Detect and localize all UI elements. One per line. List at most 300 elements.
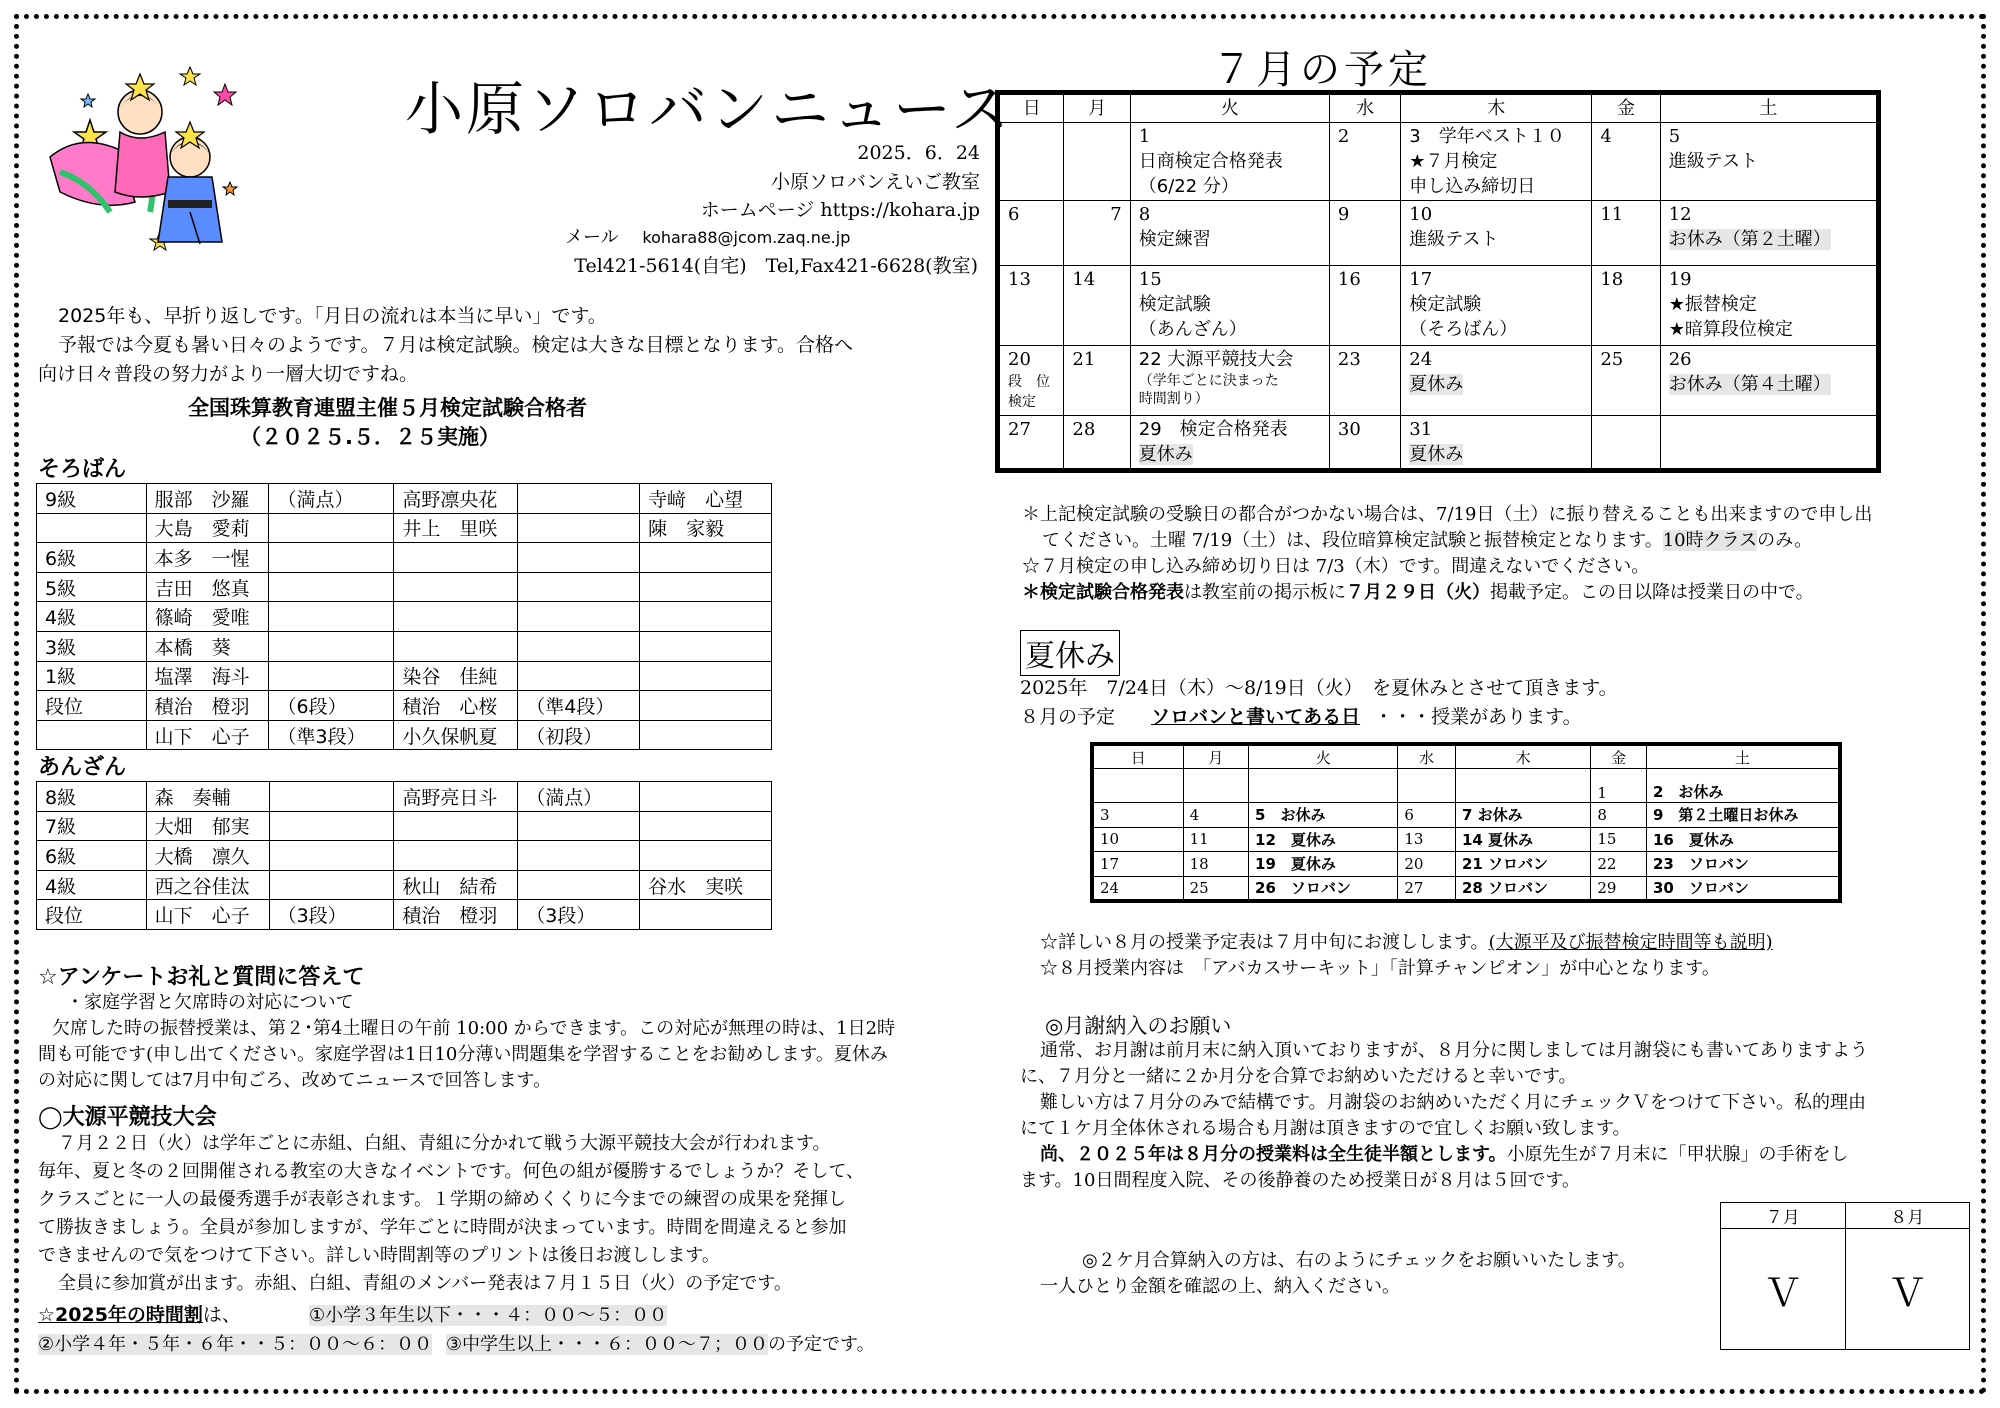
august-date-cell [1092,803,1183,828]
july-week-row [998,416,1879,471]
august-day-header: 月 [1183,744,1248,769]
july-cell-line: 21 [1072,349,1096,370]
results-date: （２０２５.５．２５実施） [240,425,500,449]
august-plan-line: ８月の予定 ソロバンと書いてある日 ・・・授業があります。 [1020,706,1582,728]
august-cell-text: 8 [1597,805,1607,824]
july-cell-line: 9 [1337,204,1350,225]
soroban-result-cell: 染谷 佳純 [394,661,518,691]
august-cell-text: 27 [1404,878,1424,897]
august-date-cell [1591,852,1647,877]
anzan-result-cell [394,811,518,841]
anzan-result-row [37,900,772,930]
august-cell-text: 14 夏休み [1461,830,1534,849]
august-date-cell [1646,803,1840,828]
check-month-july: ７月 [1721,1203,1846,1229]
august-week-row [1092,827,1840,852]
highlight: お休み（第２土曜） [1668,229,1831,250]
july-cell-line: 15 [1138,269,1162,290]
soroban-result-cell [394,572,518,602]
soroban-result-cell: 積治 橙羽 [146,691,269,721]
july-cell-line: ★暗算段位検定 [1668,319,1793,340]
july-day-header: 月 [1064,93,1130,123]
august-cell-text: 12 夏休み [1255,830,1336,849]
soroban-result-cell [269,513,394,543]
soroban-result-cell [37,720,147,750]
july-date-cell [1660,266,1878,346]
august-header-row [1092,744,1840,769]
anzan-result-cell [394,841,518,871]
august-date-cell [1249,769,1398,803]
july-cell-line: 11 [1600,204,1624,225]
july-cell-line: 27 [1008,419,1031,440]
july-cell-line: 4 [1600,126,1612,147]
anzan-result-cell [518,870,640,900]
soroban-result-cell [269,543,394,573]
check-instruction-2: 一人ひとり金額を確認の上、納入ください。 [1040,1276,1400,1297]
tel-line: Tel421-5614(自宅) Tel,Fax421-6628(教室) [574,255,978,277]
july-cell-line: 日商検定合格発表 [1138,151,1283,172]
july-date-cell [1401,346,1592,416]
august-cell-text: 19 夏休み [1255,855,1336,874]
anzan-result-row [37,841,772,871]
july-date-cell [1592,201,1660,266]
anzan-result-cell: （3段） [518,900,640,930]
july-date-cell [1130,123,1329,201]
august-cell-text: 7 お休み [1461,806,1523,825]
august-cell-text: 29 [1597,878,1617,897]
july-cell-line: 検定試験 [1138,294,1211,315]
august-date-cell [1249,803,1398,828]
july-date-cell [1329,201,1400,266]
july-cell-line: 5 [1668,126,1681,147]
anzan-result-cell [640,782,772,812]
anzan-result-cell [640,811,772,841]
july-cell-line: （あんざん） [1138,319,1247,340]
august-day-header: 金 [1591,744,1647,769]
july-cell-line [1409,442,1583,467]
anzan-result-cell: 大橋 凛久 [146,841,269,871]
survey-text: ・家庭学習と欠席時の対応について 欠席した時の振替授業は、第２･第4土曜日の午前 10:00 からできます。この対応が無理の時は、1日2時 間も可能です(申し出てください。家庭学習は1日10分薄い問題集を学習することをお勧めします。夏休み の対応に関しては7月中旬ごろ、改めてニュースで回答します。 [38,992,896,1091]
soroban-result-cell [640,572,772,602]
soroban-result-cell [640,543,772,573]
august-date-cell [1183,769,1248,803]
anzan-result-row [37,782,772,812]
soroban-result-cell [518,513,640,543]
july-header-row [998,93,1879,123]
july-date-cell [1660,346,1878,416]
july-cell-line: 12 [1668,204,1692,225]
soroban-result-cell: 高野凛央花 [394,484,518,514]
august-date-cell [1249,876,1398,901]
anzan-result-cell [269,782,394,812]
august-date-cell [1646,876,1840,901]
august-week-row [1092,852,1840,877]
soroban-result-cell: 服部 沙羅 [146,484,269,514]
soroban-result-cell [518,484,640,514]
anzan-result-cell: 8級 [37,782,147,812]
august-date-cell [1646,827,1840,852]
august-cell-text: 11 [1189,830,1209,849]
anzan-result-cell: 4級 [37,870,147,900]
july-date-cell [998,201,1064,266]
soroban-result-cell [394,602,518,632]
soroban-result-cell [518,661,640,691]
august-day-header: 木 [1455,744,1590,769]
july-cell-line [1669,372,1868,397]
soroban-result-cell: 段位 [37,691,147,721]
taikai-title: ◯大源平競技大会 [38,1105,217,1130]
july-cell-line: 2 [1337,126,1350,147]
july-day-header: 金 [1592,93,1660,123]
july-date-cell [1130,346,1329,416]
mail-address[interactable]: kohara88@jcom.zaq.ne.jp [642,228,851,247]
july-date-cell [1401,201,1592,266]
july-cell-line [1409,372,1583,397]
anzan-result-cell [640,900,772,930]
soroban-result-cell: 本多 一惺 [146,543,269,573]
august-cell-text: 18 [1189,854,1209,873]
soroban-result-cell: 井上 里咲 [394,513,518,543]
july-cell-line: 13 [1008,269,1031,290]
soroban-result-cell: 4級 [37,602,147,632]
august-cell-text: 2 お休み [1652,783,1724,801]
august-cell-text: 28 ソロバン [1461,879,1549,897]
august-week-row [1092,876,1840,901]
highlight: 夏休み [1409,374,1464,395]
july-date-cell [1329,346,1400,416]
july-cell-line: 1 [1138,126,1151,147]
soroban-result-cell [269,661,394,691]
july-cell-line: 14 [1072,269,1096,290]
july-cell-line: ★７月検定 [1409,151,1498,172]
anzan-result-cell: 積治 橙羽 [394,900,518,930]
august-date-cell [1092,827,1183,852]
monthly-check-box [1720,1202,1970,1350]
august-cell-text: 5 お休み [1255,806,1326,825]
anzan-result-cell: （満点） [518,782,640,812]
anzan-result-cell: 秋山 結希 [394,870,518,900]
soroban-result-cell [394,631,518,661]
soroban-result-cell: 1級 [37,661,147,691]
results-title: 全国珠算教育連盟主催５月検定試験合格者 [188,396,587,420]
schedule-line-2: ②小学４年・５年・６年・・５：００〜６：００ ③中学生以上・・・６：００〜７；００の予定です。 [38,1334,875,1355]
july-date-cell [1064,123,1130,201]
august-cell-text: 25 [1189,878,1209,897]
august-cell-text: 9 第２土曜日お休み [1652,806,1799,825]
soroban-result-cell [640,631,772,661]
august-day-header: 土 [1646,744,1840,769]
soroban-result-row [37,631,772,661]
august-cell-text: 26 ソロバン [1255,879,1351,897]
soroban-result-cell [269,631,394,661]
august-calendar [1090,742,1842,903]
july-cell-line: （そろばん） [1409,319,1518,340]
july-date-cell [998,416,1064,471]
soroban-result-cell [269,602,394,632]
july-date-cell [998,123,1064,201]
july-day-header: 土 [1660,93,1878,123]
highlight: 夏休み [1138,444,1193,465]
soroban-result-cell [518,543,640,573]
july-cell-line: 31 [1409,419,1433,440]
anzan-result-cell [269,811,394,841]
july-cell-line: 3 学年ベスト１０ [1409,126,1565,147]
august-date-cell [1591,803,1647,828]
july-cell-line: 24 [1409,349,1433,370]
soroban-result-cell: 5級 [37,572,147,602]
soroban-result-row [37,602,772,632]
august-date-cell [1646,852,1840,877]
soroban-result-cell [518,602,640,632]
highlight: お休み（第４土曜） [1668,374,1831,395]
july-day-header: 木 [1401,93,1592,123]
august-date-cell [1249,827,1398,852]
july-date-cell [1064,266,1130,346]
anzan-result-cell [269,841,394,871]
august-cell-text: 21 ソロバン [1461,855,1549,874]
august-cell-text: 22 [1597,854,1617,873]
august-cell-text: 10 [1100,830,1120,849]
july-cell-line: 7 [1110,204,1122,225]
july-cell-line: 29 検定合格発表 [1138,419,1288,440]
july-cell-line: 検定 [1008,394,1036,410]
soroban-result-cell: 小久保帆夏 [394,720,518,750]
fee-title: ◎月謝納入のお願い [1045,1014,1232,1038]
mail-line: メール kohara88@jcom.zaq.ne.jp [565,227,851,248]
anzan-results-table [36,781,772,930]
july-cell-line: 申し込み締切日 [1409,176,1536,197]
check-instruction: ◎２ケ月合算納入の方は、右のようにチェックをお願いいたします。 [1082,1250,1636,1271]
july-cell-line: 17 [1409,269,1433,290]
august-date-cell [1591,769,1647,803]
july-day-header: 火 [1130,93,1329,123]
july-date-cell [1130,201,1329,266]
august-date-cell [1398,876,1456,901]
july-cell-line: 10 [1409,204,1433,225]
soroban-result-cell [37,513,147,543]
soroban-result-cell: 陳 家毅 [640,513,772,543]
august-date-cell [1455,803,1590,828]
august-cell-text: 20 [1404,854,1424,873]
july-date-cell [1329,266,1400,346]
july-cell-line: 16 [1337,269,1361,290]
july-date-cell [1064,416,1130,471]
august-cell-text: 30 ソロバン [1652,879,1749,897]
anzan-result-cell: 西之谷佳汰 [146,870,269,900]
anzan-result-cell: 森 奏輔 [146,782,269,812]
july-cell-line: 25 [1600,349,1624,370]
august-cell-text: 16 夏休み [1652,830,1734,849]
anzan-result-cell [640,841,772,871]
july-date-cell [998,266,1064,346]
august-date-cell [1092,876,1183,901]
soroban-result-cell: 積治 心桜 [394,691,518,721]
august-day-header: 水 [1398,744,1456,769]
soroban-result-cell: 吉田 悠真 [146,572,269,602]
soroban-result-cell: 6級 [37,543,147,573]
august-date-cell [1249,852,1398,877]
soroban-result-cell: 3級 [37,631,147,661]
july-date-cell [1660,123,1878,201]
homepage[interactable]: ホームページ https://kohara.jp [700,199,980,221]
soroban-result-row [37,691,772,721]
july-week-row [998,346,1879,416]
july-date-cell [1401,416,1592,471]
august-cell-text: 3 [1100,805,1110,824]
july-cell-line [1139,442,1321,467]
soroban-result-row [37,513,772,543]
soroban-result-cell: 9級 [37,484,147,514]
august-date-cell [1455,852,1590,877]
july-date-cell [1660,201,1878,266]
august-week-row [1092,803,1840,828]
anzan-result-cell [269,870,394,900]
august-date-cell [1398,769,1456,803]
july-cell-line: 26 [1668,349,1692,370]
soroban-result-cell: （6段） [269,691,394,721]
anzan-result-cell: 大畑 郁実 [146,811,269,841]
july-cell-line: （学年ごとに決まった [1138,373,1279,389]
anzan-result-cell [518,811,640,841]
august-date-cell [1398,803,1456,828]
august-date-cell [1398,852,1456,877]
august-cell-text: 13 [1404,830,1424,849]
soroban-result-cell [640,602,772,632]
anzan-result-cell: 7級 [37,811,147,841]
anzan-result-row [37,811,772,841]
summer-period: 2025年 7/24日（木）〜8/19日（火） を夏休みとさせて頂きます。 [1020,677,1618,699]
taikai-text: ７月２２日（火）は学年ごとに赤組、白組、青組に分かれて戦う大源平競技大会が行われます。 毎年、夏と冬の２回開催される教室の大きなイベントです。何色の組が優勝するでしょうか？そして、 クラスごとに一人の最優秀選手が表彰されます。１学期の締めくくりに今までの練習の成果を発揮し て勝抜きましょう。全員が参加しますが、学年ごとに時間が決まっています。時間を間違えると参加 できませんので気をつけて下さい。詳しい時間割等のプリントは後日お渡しします。 全員に参加賞が出ます。赤組、白組、青組のメンバー発表は７月１５日（火）の予定です。 [38,1133,865,1294]
july-date-cell [1064,201,1130,266]
soroban-result-cell [394,543,518,573]
soroban-result-cell: （準4段） [518,691,640,721]
july-cell-line: 時間割り） [1138,391,1209,407]
soroban-result-cell: （準3段） [269,720,394,750]
anzan-result-cell: 高野亮日斗 [394,782,518,812]
july-schedule-title: ７月の予定 [1212,47,1432,93]
anzan-result-cell: 6級 [37,841,147,871]
july-date-cell [1401,266,1592,346]
newsletter-title: 小原ソロバンニュース [405,75,1013,143]
august-date-cell [1183,803,1248,828]
soroban-result-cell [269,572,394,602]
august-cell-text: 4 [1189,805,1200,824]
fee-text: 通常、お月謝は前月末に納入頂いておりますが、８月分に関しましては月謝袋にも書いてありますよう に、７月分と一緒に２か月分を合算でお納めいただけると幸いです。 難しい方は７月分のみで結構です。月謝袋のお納めいただく月にチェックＶをつけて下さい。私的理由 にて１ケ月全体休される場合も月謝は頂きますので宜しくお願い致します。 尚、２０２５年は８月分の授業料は全生徒半額とします。小原先生が７月末に「甲状腺」の手術をし ます。10日間程度入院、その後静養のため授業日が８月は５回です。 [1020,1040,1868,1191]
july-cell-line: 22 大源平競技大会 [1138,349,1294,370]
august-cell-text: 24 [1100,878,1120,897]
july-cell-line: 23 [1337,349,1361,370]
july-date-cell [1064,346,1130,416]
august-week-row [1092,769,1840,803]
check-mark-august: Ｖ [1845,1229,1970,1350]
july-cell-line: 検定練習 [1138,229,1211,250]
july-cell-line: 30 [1337,419,1361,440]
soroban-label: そろばん [38,457,127,482]
anzan-result-cell: （3段） [269,900,394,930]
july-cell-line: 段 位 [1008,374,1050,390]
august-date-cell [1183,827,1248,852]
july-week-row [998,123,1879,201]
soroban-result-cell: 篠崎 愛唯 [146,602,269,632]
august-notes: ☆詳しい８月の授業予定表は７月中旬にお渡しします。(大源平及び振替検定時間等も説明) ☆８月授業内容は 「アバカスサーキット」「計算チャンピオン」が中心となります。 [1040,932,1773,979]
august-date-cell [1591,876,1647,901]
july-date-cell [1130,266,1329,346]
soroban-result-cell: 塩澤 海斗 [146,661,269,691]
august-date-cell [1455,827,1590,852]
school-name: 小原ソロバンえいご教室 [770,171,980,193]
anzan-label: あんざん [38,755,127,780]
july-date-cell [1592,266,1660,346]
soroban-result-row [37,572,772,602]
july-date-cell [1592,123,1660,201]
july-day-header: 水 [1329,93,1400,123]
soroban-result-row [37,543,772,573]
issue-date: 2025．6．24 [857,142,980,164]
august-day-header: 日 [1092,744,1183,769]
anzan-result-cell: 谷水 実咲 [640,870,772,900]
july-cell-line: 6 [1008,204,1020,225]
check-month-august: ８月 [1845,1203,1970,1229]
august-date-cell [1455,876,1590,901]
july-cell-line: 20 [1008,349,1031,370]
august-date-cell [1646,769,1840,803]
soroban-result-cell [518,631,640,661]
soroban-result-cell: （満点） [269,484,394,514]
july-calendar [995,90,1881,473]
august-date-cell [1455,769,1590,803]
soroban-result-cell [640,691,772,721]
july-date-cell [1401,123,1592,201]
july-date-cell [1329,416,1400,471]
august-date-cell [1092,769,1183,803]
soroban-result-cell: 大島 愛莉 [146,513,269,543]
august-date-cell [1591,827,1647,852]
tanabata-illustration-icon [40,62,250,262]
july-week-row [998,201,1879,266]
soroban-results-table [36,483,772,750]
soroban-result-row [37,720,772,750]
july-notes: ＊上記検定試験の受験日の都合がつかない場合は、7/19日（土）に振り替えることも出来ますので申し出 てください。土曜 7/19（土）は、段位暗算検定試験と振替検定となります。10時クラスのみ。 ☆７月検定の申し込み締め切り日は 7/3（木）です。間違えないでください。 ＊検定試験合格発表は教室前の掲示板に７月２９日（火）掲載予定。この日以降は授業日の中で。 [1022,504,1873,603]
july-date-cell [1660,416,1878,471]
check-mark-july: Ｖ [1721,1229,1846,1350]
august-date-cell [1183,852,1248,877]
august-cell-text: 1 [1597,784,1607,802]
july-date-cell [1329,123,1400,201]
anzan-result-cell [518,841,640,871]
soroban-result-cell: 寺﨑 心望 [640,484,772,514]
soroban-result-row [37,484,772,514]
august-day-header: 火 [1249,744,1398,769]
july-cell-line: （6/22 分） [1138,176,1239,197]
soroban-result-cell: 本橋 葵 [146,631,269,661]
july-cell-line [1669,227,1868,252]
august-cell-text: 17 [1100,854,1120,873]
soroban-result-cell: （初段） [518,720,640,750]
intro-text: 2025年も、早折り返しです。「月日の流れは本当に早い」です。 予報では今夏も暑い日々のようです。７月は検定試験。検定は大きな目標となります。合格へ 向け日々普段の努力がより一層大切ですね。 [38,305,853,385]
soroban-result-cell [640,661,772,691]
july-cell-line: 進級テスト [1409,229,1499,250]
soroban-result-row [37,661,772,691]
august-cell-text: 15 [1597,830,1617,849]
august-cell-text: 23 ソロバン [1652,855,1749,874]
august-date-cell [1398,827,1456,852]
july-date-cell [1130,416,1329,471]
anzan-result-cell: 段位 [37,900,147,930]
july-cell-line: ★振替検定 [1668,294,1757,315]
july-cell-line: 28 [1072,419,1096,440]
july-cell-line: 8 [1138,204,1151,225]
july-cell-line: 19 [1668,269,1692,290]
